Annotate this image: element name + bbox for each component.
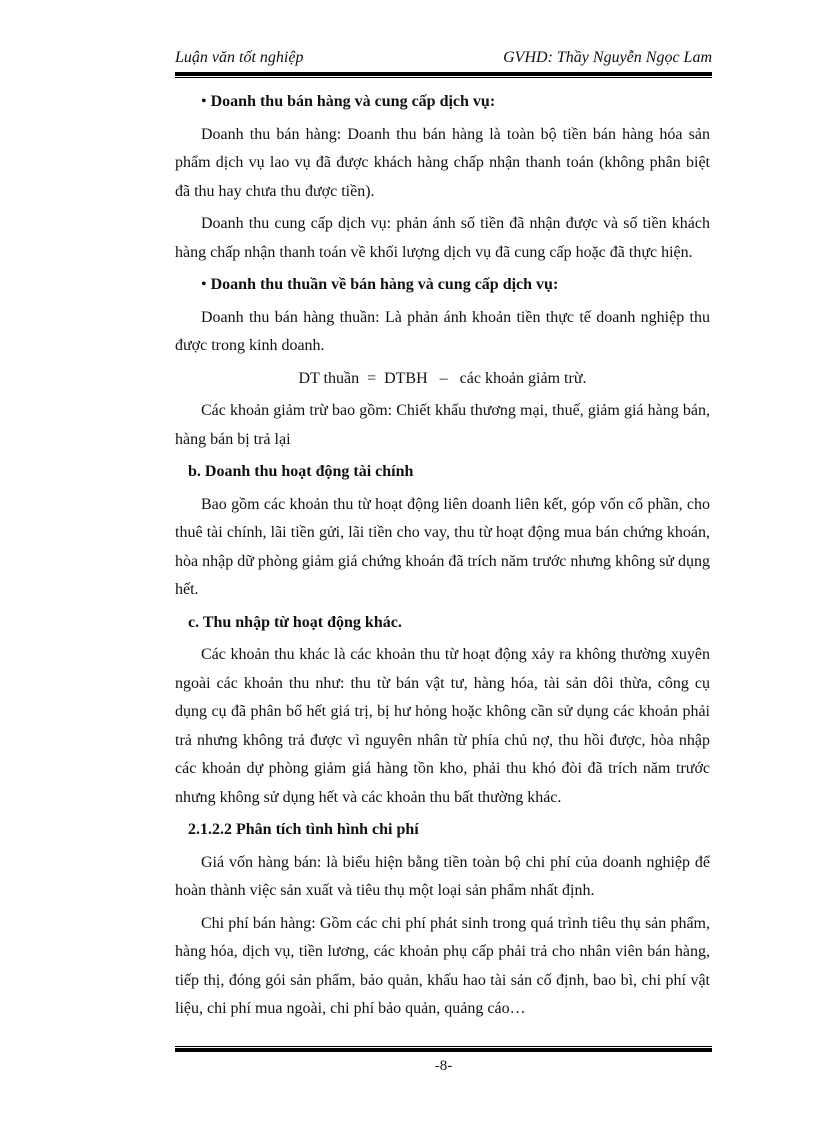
header-thesis-title: Luận văn tốt nghiệp: [175, 49, 304, 66]
paragraph: Doanh thu bán hàng thuần: Là phản ánh khoản tiền thực tế doanh nghiệp thu được trong kinh doanh.: [175, 308, 710, 354]
header-supervisor: GVHD: Thầy Nguyễn Ngọc Lam: [503, 49, 712, 66]
heading-phan-tich-chi-phi: 2.1.2.2 Phân tích tình hình chi phí: [188, 821, 419, 838]
heading-thu-nhap-khac: c. Thu nhập từ hoạt động khác.: [188, 613, 402, 631]
heading-doanh-thu-tai-chinh: b. Doanh thu hoạt động tài chính: [188, 463, 414, 480]
paragraph: Giá vốn hàng bán: là biểu hiện bằng tiền toàn bộ chi phí của doanh nghiệp để hoàn thành việc sản xuất và tiêu thụ một loại sản phẩm nhất định.: [175, 853, 710, 899]
paragraph: Doanh thu bán hàng: Doanh thu bán hàng là toàn bộ tiền bán hàng hóa sản phẩm dịch vụ lao vụ đã được khách hàng chấp nhận thanh toán (không phân biệt đã thu hay chưa thu được tiền).: [175, 125, 710, 200]
paragraph: Chi phí bán hàng: Gồm các chi phí phát sinh trong quá trình tiêu thụ sản phẩm, hàng hóa, dịch vụ, tiền lương, các khoản phụ cấp phải trả cho nhân viên bán hàng, tiếp thị, đóng gói sản phẩm, bảo quản, khấu hao tài sản cố định, bao bì, chi phí vật liệu, chi phí mua ngoài, chi phí bảo quản, quảng cáo…: [175, 914, 710, 1017]
heading-doanh-thu-thuan: [175, 271, 710, 300]
heading-text: Doanh thu thuần về bán hàng và cung cấp dịch vụ:: [210, 276, 559, 293]
paragraph: Doanh thu cung cấp dịch vụ: phản ánh số tiền đã nhận được và số tiền khách hàng chấp nhận thanh toán về khối lượng dịch vụ đã cung cấp hoặc đã thực hiện.: [175, 215, 710, 261]
heading-text: Doanh thu bán hàng và cung cấp dịch vụ:: [210, 93, 496, 110]
formula: DT thuần = DTBH – các khoản giảm trừ.: [298, 369, 587, 387]
page-number: -8-: [434, 1058, 453, 1074]
heading-doanh-thu-ban-hang: [175, 88, 710, 117]
paragraph: Các khoản giảm trừ bao gồm: Chiết khấu thương mại, thuế, giảm giá hàng bán, hàng bán bị trả lại: [175, 402, 710, 448]
paragraph: Các khoản thu khác là các khoản thu từ hoạt động xảy ra không thường xuyên ngoài các khoản thu như: thu từ bán vật tư, hàng hóa, tài sản dôi thừa, công cụ dụng cụ đã phân bổ hết giá trị, bị hư hỏng hoặc không cần sử dụng các khoản phải trả nhưng không trả được vì nguyên nhân từ phía chủ nợ, thu hồi được, hòa nhập các khoản dự phòng giảm giá hàng tồn kho, phải thu khó đòi đã trích năm trước nhưng không sử dụng hết và các khoản thu bất thường khác.: [175, 646, 710, 806]
footer-rule: [175, 1046, 712, 1052]
paragraph: Bao gồm các khoản thu từ hoạt động liên doanh liên kết, góp vốn cổ phần, cho thuê tài chính, lãi tiền gửi, lãi tiền cho vay, thu từ hoạt động mua bán chứng khoán, hòa nhập dữ phòng giảm giá chứng khoán đã trích năm trước nhưng không sử dụng hết.: [175, 495, 710, 598]
page-header: [175, 47, 712, 71]
header-rule: [175, 72, 712, 78]
page-body: [175, 88, 710, 1028]
bullet-icon: •: [201, 93, 207, 110]
bullet-icon: •: [201, 276, 207, 293]
